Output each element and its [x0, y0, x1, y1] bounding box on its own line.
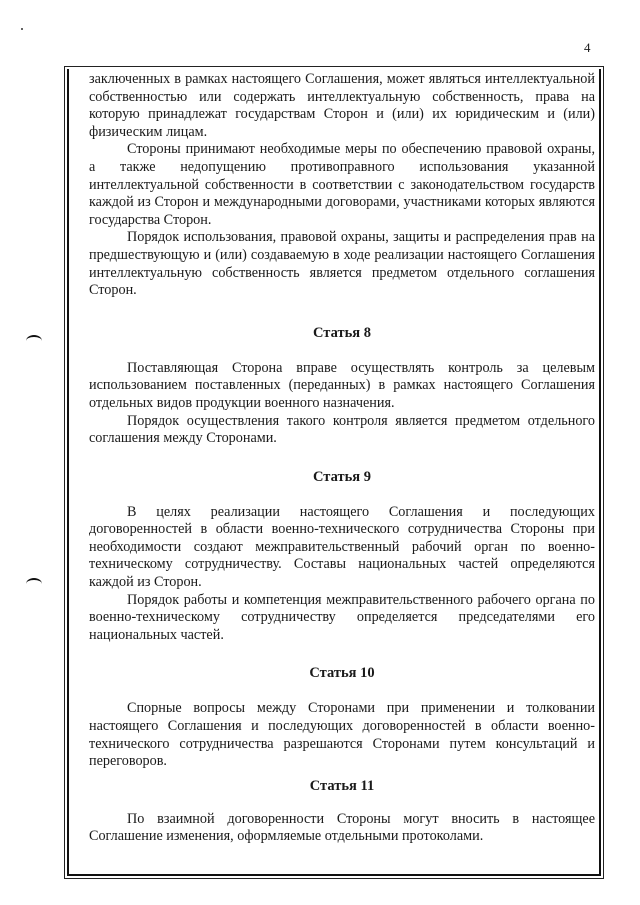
paragraph: По взаимной договоренности Стороны могут вносить в настоящее Соглашение изменения, оформляемые отдельными протоколами.	[89, 810, 595, 845]
paragraph: Стороны принимают необходимые меры по обеспечению правовой охраны, а также недопущению противоправного использования указанной интеллектуальной собственности в соответствии с законодательством государств каждой из Сторон и международными договорами, участниками которых являются государства Сторон.	[89, 141, 595, 228]
paragraph: Порядок использования, правовой охраны, защиты и распределения прав на предшествующую и (или) создаваемую в ходе реализации настоящего Соглашения интеллектуальную собственность является предметом отдельного соглашения Сторон.	[89, 229, 595, 299]
article-10-heading: Статья 10	[309, 665, 375, 682]
article-9-heading: Статья 9	[313, 468, 371, 485]
document-body	[89, 71, 595, 846]
paragraph: Порядок работы и компетенция межправительственного рабочего органа по военно-техническому сотрудничеству определяется председателями его национальных частей.	[89, 591, 595, 643]
paragraph: В целях реализации настоящего Соглашения и последующих договоренностей в области военно-технического сотрудничества Стороны при необходимости создают межправительственный рабочий орган по военно-техническому сотрудничеству. Составы национальных частей определяются каждой из Сторон.	[89, 503, 595, 591]
binder-hole-mark-top	[26, 335, 42, 347]
paragraph: Спорные вопросы между Сторонами при применении и толковании настоящего Соглашения и последующих договоренностей в области военно-технического сотрудничества разрешаются Сторонами путем консультаций и переговоров.	[89, 700, 595, 770]
scan-speck	[21, 28, 23, 30]
page-number: 4	[584, 40, 591, 55]
article-8-heading: Статья 8	[313, 324, 371, 341]
binder-hole-mark-bottom	[26, 578, 42, 590]
paragraph: Порядок осуществления такого контроля является предметом отдельного соглашения между Сторонами.	[89, 412, 595, 447]
article-11-heading: Статья 11	[309, 777, 375, 794]
paragraph: Поставляющая Сторона вправе осуществлять контроль за целевым использованием поставленных (переданных) в рамках настоящего Соглашения отдельных видов продукции военного назначения.	[89, 359, 595, 411]
paragraph-continuation: заключенных в рамках настоящего Соглашения, может являться интеллектуальной собственностью или содержать интеллектуальную собственность, права на которую принадлежат государствам Сторон и (или) их юридическим и (или) физическим лицам.	[89, 71, 595, 140]
